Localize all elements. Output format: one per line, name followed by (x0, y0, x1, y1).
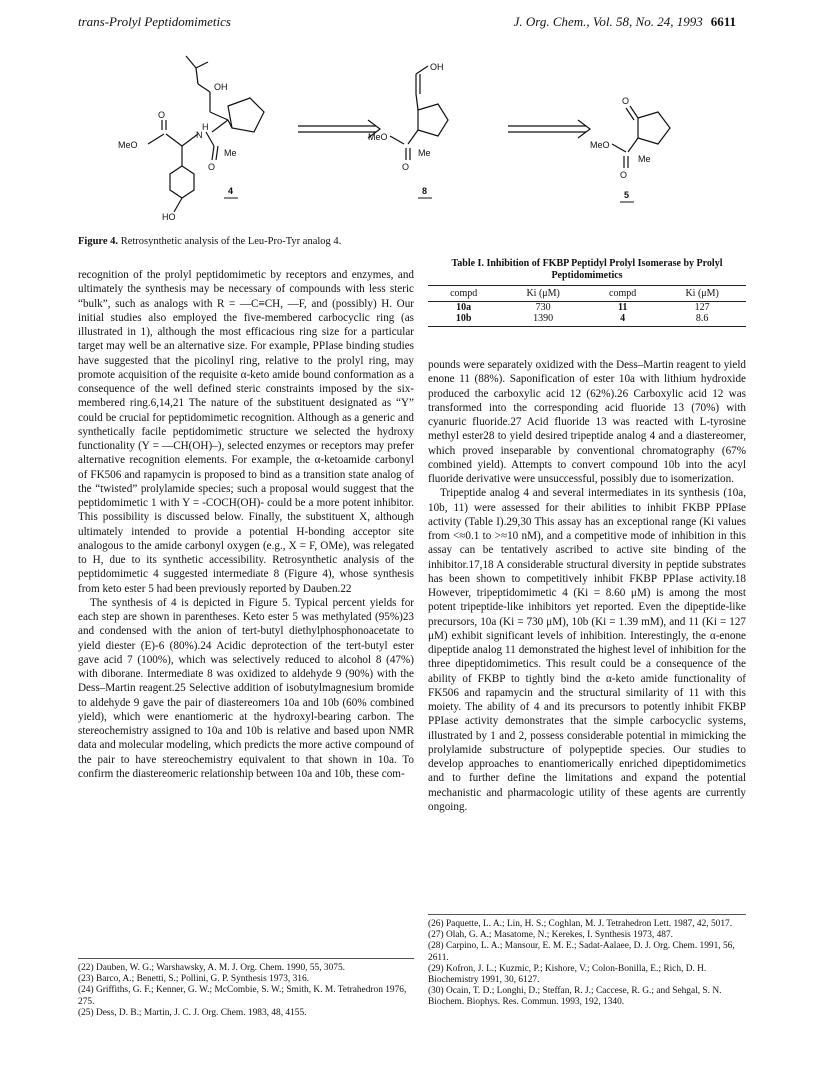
footnote: (30) Ocain, T. D.; Longhi, D.; Steffan, R. J.; Caccese, R. G.; and Sehgal, S. N. Biochem. Biophys. Res. Commun. 1993, 192, 1340. (428, 986, 722, 1008)
label-o-4b: O (208, 162, 216, 172)
table-cell: 4 (587, 313, 658, 327)
table-block (428, 258, 746, 327)
table-cell: 10b (428, 313, 499, 327)
structure-labels (118, 62, 651, 222)
retro-arrow-2 (508, 120, 590, 138)
table-row (428, 313, 746, 327)
body-paragraph: The synthesis of 4 is depicted in Figure 5. Typical percent yields for each step are shown in parentheses. Keto ester 5 was methylated (95%)23 and condensed with the anion of tert-butyl diethylphosphonoacetate to yield diester (E)-6 (80%).24 Acidic deprotection of the tert-butyl ester gave acid 7 (100%), which was selectively reduced to alcohol 8 (47%) with diborane. Intermediate 8 was oxidized to aldehyde 9 (90%) with the Dess–Martin reagent.25 Selective addition of isobutylmagnesium bromide to aldehyde 9 gave the pair of diastereomers 10a and 10b (60% combined yield), which were enantiomeric at the hydroxyl-bearing carbon. The stereochemistry assigned to 10a and 10b is relative and based upon NMR data and molecular modeling, which predicts the more active compound of the pair to have stereochemistry equivalent to that shown in 10a. To confirm the diastereomeric relationship between 10a and 10b, these com- (78, 596, 414, 780)
label-me-4: Me (224, 148, 237, 158)
label-compound-4: 4 (228, 186, 234, 196)
label-o-5: O (622, 96, 630, 106)
running-title: trans-Prolyl Peptidomimetics (78, 14, 231, 29)
label-o-8: O (402, 162, 410, 172)
table-cell: 11 (617, 302, 628, 313)
table-row (428, 302, 746, 314)
footnote: (23) Barco, A.; Benetti, S.; Pollini, G. P. Synthesis 1973, 316. (78, 974, 309, 985)
footnotes-left (78, 958, 414, 1019)
table-header: Ki (μM) (499, 286, 587, 302)
table-cell: 8.6 (658, 313, 746, 327)
table-header: compd (587, 286, 658, 302)
footnote: (22) Dauben, W. G.; Warshawsky, A. M. J. Org. Chem. 1990, 55, 3075. (78, 963, 346, 973)
inhibition-table (428, 285, 746, 327)
label-o-5b: O (620, 170, 628, 180)
label-n: N (196, 130, 203, 140)
compound-8-structure (390, 66, 448, 160)
table-cell: 10a (456, 302, 472, 313)
right-column (428, 358, 746, 814)
body-paragraph: recognition of the prolyl peptidomimetic by receptors and enzymes, and ultimately the synthesis may be necessary of compounds with less steric “bulk”, such as analogs with R = —C≡CH, —F, and (possibly) H. Our initial studies also employed the five-membered carbocyclic ring (as illustrated in 1), although the most efficacious ring size for a particular target may well be an alternative size. For example, PPIase binding studies have suggested that the picolinyl ring, relative to the prolyl ring, may promote acquisition of the requisite α-keto amide bound conformation as a consequence of the well defined steric constraints imposed by the six-membered ring.6,14,21 The nature of the substituent designated as “Y” could be crucial for peptidomimetic recognition. Although as a generic and synthetically facile peptidomimetic structure we selected the hydroxy functionality (Y = —CH(OH)–), selected enzymes or receptors may prefer alternative recognition elements. For example, the α-ketoamide carbonyl of FK506 and rapamycin is proposed to bind as a transition state analog of the “twisted” prolylamide species; such a proposal would suggest that the peptidomimetic 1 with Y = -COCH(OH)- could be a more potent inhibitor. This possibility is discussed below. Finally, the substituent X, although ultimately intended to provide a potential H-bonding acceptor site analogous to the amide carbonyl oxygen (e.g., X = F, OMe), was relegated to H, due to its synthetic accessibility. Retrosynthetic analysis of the peptidomimetic 4 suggested intermediate 8 (Figure 4), whose synthesis from keto ester 5 had been previously reported by Dauben.22 (78, 269, 414, 595)
label-o-4: O (158, 110, 166, 120)
label-me-5: Me (638, 154, 651, 164)
label-compound-8: 8 (422, 186, 428, 196)
label-meo-8: MeO (368, 132, 388, 142)
journal-header (514, 14, 736, 30)
footnote: (26) Paquette, L. A.; Lin, H. S.; Coghlan, M. J. Tetrahedron Lett. 1987, 42, 5017. (428, 919, 733, 929)
table-cell: 1390 (499, 313, 587, 327)
table-header: Ki (μM) (658, 286, 746, 302)
figure-caption-text: Retrosynthetic analysis of the Leu-Pro-Tyr analog 4. (120, 236, 342, 247)
table-header: compd (428, 286, 499, 302)
label-ho: HO (162, 212, 176, 222)
body-paragraph: Tripeptide analog 4 and several intermediates in its synthesis (10a, 10b, 11) were assessed for their abilities to inhibit FKBP PPIase activity (Table I).29,30 This assay has an exceptional range (Ki values from <≈0.1 to >≈10 nM), and a competitive mode of inhibition in this assay can be tentatively ascribed to active site binding of the inhibitor.17,18 A considerable structural diversity in peptide substrates has been shown to competitively inhibit FKBP PPIase activity.18 However, tripeptidomimetic 4 (Ki = 8.60 μM) is among the most potent tripeptide-like inhibitors yet reported. Even the dipeptide-like precursors, 10a (Ki = 730 μM), 10b (Ki = 1.39 mM), and 11 (Ki = 127 μM) exhibit significant levels of inhibition. Interestingly, the α-enone dipeptide analog 11 demonstrated the highest level of inhibition for the three dipeptidomimetics. This result could be a consequence of the ability of FKBP to tightly bind the α-keto amide functionality of FK506 and rapamycin and the structural similarity of 11 with this moiety. The ability of 4 and its precursors to potently inhibit FKBP PPIase activity demonstrates that the simple carbocyclic systems, illustrated by 1 and 2, possess considerable potential in mimicking the prolylamide substructure of polypeptide species. Our studies to develop approaches to enantiomerically enriched dipeptidomimetics and to further define the limitations and expand the potential mechanistic and pharmacologic utility of these agents are currently ongoing. (428, 487, 746, 813)
footnote: (29) Kofron, J. L.; Kuzmic, P.; Kishore, V.; Colon-Bonilla, E.; Rich, D. H. Biochemistry 1991, 30, 6127. (428, 963, 707, 986)
retrosynthesis-scheme (78, 48, 738, 228)
label-oh-4: OH (214, 82, 228, 92)
label-h: H (202, 122, 209, 132)
label-me-8: Me (418, 148, 431, 158)
footnote: (25) Dess, D. B.; Martin, J. C. J. Org. Chem. 1983, 48, 4155. (78, 1007, 307, 1018)
label-compound-5: 5 (624, 190, 630, 200)
label-oh-8: OH (430, 62, 444, 72)
footnote: (27) Olah, G. A.; Masatome, N.; Kerekes, I. Synthesis 1973, 487. (428, 930, 674, 941)
footnote: (28) Carpino, L. A.; Mansour, E. M. E.; Sadat-Aalaee, D. J. Org. Chem. 1991, 56, 2611. (428, 941, 735, 963)
left-column (78, 268, 414, 781)
compound-4-structure (148, 56, 264, 212)
page-number: 6611 (710, 14, 736, 29)
table-title: Table I. Inhibition of FKBP Peptidyl Prolyl Isomerase by Prolyl Peptidomimetics (451, 258, 723, 281)
table-cell: 127 (694, 302, 710, 313)
footnote: (24) Griffiths, G. F.; Kenner, G. W.; McCombie, S. W.; Smith, K. M. Tetrahedron 1976, 275. (78, 985, 407, 1007)
table-header-row (428, 286, 746, 302)
figure-caption (78, 236, 341, 247)
figure-caption-label: Figure 4. (78, 236, 119, 247)
table-cell: 730 (535, 302, 551, 313)
label-meo-5: MeO (590, 140, 610, 150)
label-meo-4: MeO (118, 140, 138, 150)
body-paragraph: pounds were separately oxidized with the Dess–Martin reagent to yield enone 11 (88%). Saponification of ester 10a with lithium hydroxide produced the carboxylic acid 12 (62%).26 Carboxylic acid 12 was transformed into the corresponding acid fluoride 13 (70%) with cyanuric fluoride.27 Acid fluoride 13 was reacted with L-tyrosine methyl ester28 to yield desired tripeptide analog 4 and a diastereomer, which proved inseparable by conventional chromatography (67% combined yield). Attempts to convert compound 10b into the acyl fluoride derivative were unsuccessful, possibly due to isomerization. (428, 359, 746, 485)
journal-citation: J. Org. Chem., Vol. 58, No. 24, 1993 (513, 14, 703, 29)
footnotes-right (428, 914, 746, 1009)
